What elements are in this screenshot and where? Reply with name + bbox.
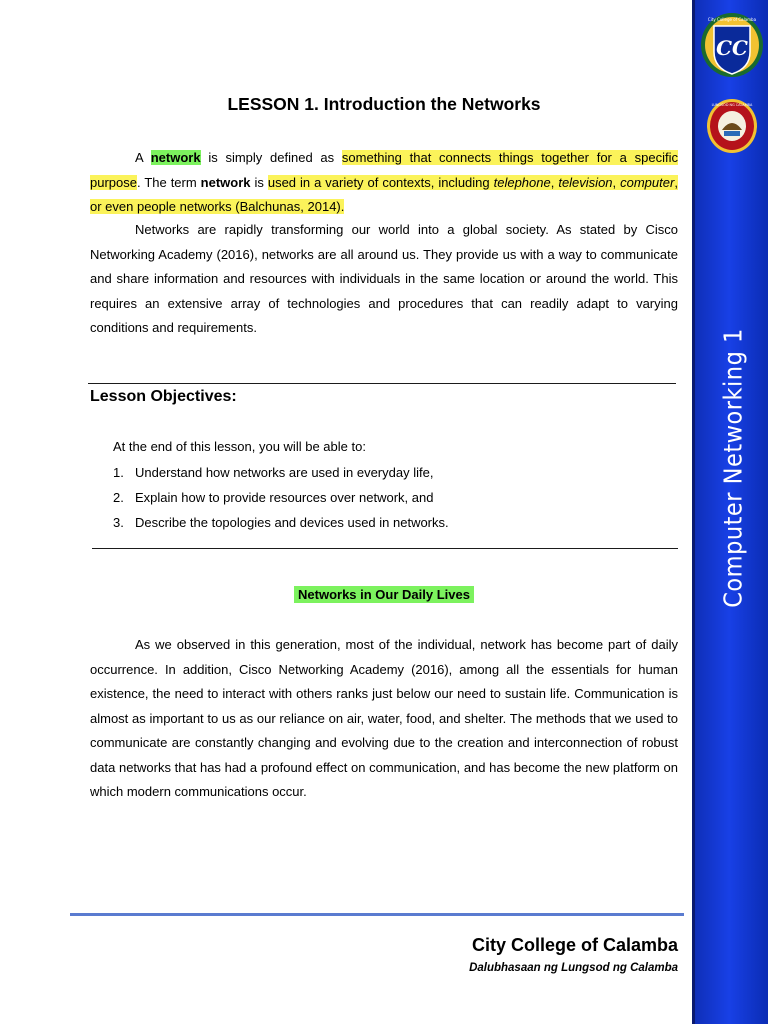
italic-computer: computer: [620, 174, 675, 190]
section-heading-text: Networks in Our Daily Lives: [294, 586, 474, 603]
footer-subtitle: Dalubhasaan ng Lungsod ng Calamba: [469, 962, 678, 974]
list-item: 2. Explain how to provide resources over network, and: [113, 490, 434, 505]
bold-network: network: [200, 174, 251, 190]
italic-telephone: telephone: [493, 174, 551, 190]
list-item: 3. Describe the topologies and devices used in networks.: [113, 515, 449, 530]
seal-monogram: CC: [716, 36, 748, 60]
page-title: LESSON 1. Introduction the Networks: [227, 94, 541, 114]
daily-lives-paragraph: [90, 633, 678, 805]
objectives-heading: Lesson Objectives:: [90, 388, 237, 405]
highlight-definition: something that connects things together for a specific purpose: [90, 150, 678, 190]
sidebar-title-text: Computer Networking 1: [718, 328, 748, 608]
transform-paragraph: [90, 218, 678, 341]
seal-bottom-text: LUNGSOD NG CALAMBA: [711, 103, 753, 107]
seal-top-text: City College of Calamba: [707, 17, 757, 22]
highlight-network: network: [150, 150, 201, 165]
footer-title: City College of Calamba: [471, 935, 678, 955]
list-item: 1. Understand how networks are used in everyday life,: [113, 465, 434, 480]
city-seal-logo: [706, 98, 758, 154]
divider-bottom: [92, 548, 678, 549]
college-seal-logo: [700, 12, 764, 78]
highlight-contexts: used in a variety of contexts, including telephone, television, computer, or even people networks (Balchunas, 2014).: [90, 174, 678, 214]
text-is: is: [254, 174, 264, 190]
intro-paragraph: [90, 146, 678, 220]
italic-television: television: [558, 174, 613, 190]
objectives-list: [113, 463, 449, 538]
text-the-term: . The term: [136, 174, 197, 190]
objectives-intro: At the end of this lesson, you will be able to:: [113, 439, 366, 454]
section-heading: [90, 587, 678, 602]
text-is-defined: is simply defined as: [208, 150, 335, 165]
divider-top: [88, 383, 676, 384]
daily-lives-paragraph-text: As we observed in this generation, most of the individual, network has become part of daily occurrence. In addition, Cisco Networking Academy (2016), among all the essentials for human existence, the need to interact with others ranks just below our need to sustain life. Communication is almost as important to us as our reliance on air, water, food, and shelter. The methods that we used to communicate are constantly changing and evolving due to the creation and interconnection of robust data networks that has had a profound effect on communication, and has become the new platform on which modern communications occur.: [90, 637, 678, 799]
transform-paragraph-text: Networks are rapidly transforming our world into a global society. As stated by Cisco Networking Academy (2016), networks are all around us. They provide us with a way to communicate and share information and resources with individuals in the same location or around the world. This requires an extensive array of technologies and procedures that can readily adapt to varying conditions and requirements.: [90, 222, 678, 335]
footer-divider: [70, 913, 684, 916]
text-a: A: [135, 150, 143, 165]
